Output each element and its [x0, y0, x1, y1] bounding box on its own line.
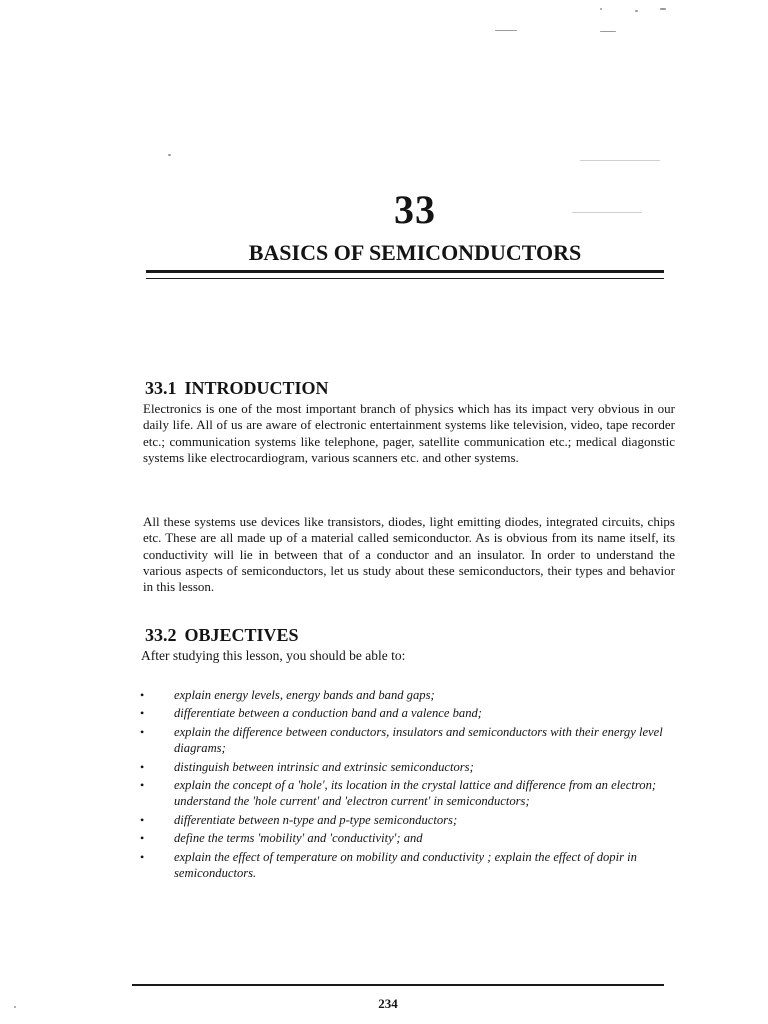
objective-text: explain the difference between conductors, insulators and semiconductors with their energy level diagrams;: [174, 724, 663, 756]
bullet-icon: •: [140, 688, 145, 702]
list-item: [140, 849, 680, 882]
objective-text: define the terms 'mobility' and 'conductivity'; and: [174, 831, 423, 846]
section-number: 33.1: [145, 378, 177, 398]
objectives-intro: After studying this lesson, you should be able to:: [141, 648, 406, 663]
bullet-icon: •: [140, 778, 145, 793]
list-item: [140, 759, 680, 775]
bullet-icon: •: [140, 831, 145, 846]
scan-speck: [660, 8, 666, 10]
section-heading-objectives: [145, 625, 299, 646]
objective-text: explain the effect of temperature on mobility and conductivity ; explain the effect of dopir in semiconductors.: [174, 849, 637, 881]
objective-text: distinguish between intrinsic and extrinsic semiconductors;: [174, 759, 474, 774]
scan-speck: [600, 31, 616, 32]
footer-rule: [132, 984, 664, 986]
list-item: [140, 724, 680, 757]
scan-speck: [580, 160, 660, 161]
page-number: 234: [378, 996, 398, 1011]
list-item: [140, 687, 680, 703]
list-item: [140, 812, 680, 828]
bullet-icon: •: [140, 812, 145, 827]
scan-speck: [600, 8, 602, 10]
objective-text: explain the concept of a 'hole', its location in the crystal lattice and difference from an electron; understand the 'hole current' and 'electron current' in semiconductors;: [174, 778, 657, 809]
title-rule-thin: [146, 278, 664, 279]
bullet-icon: •: [140, 724, 145, 739]
objective-text: explain energy levels, energy bands and band gaps;: [174, 688, 435, 702]
scan-speck: [635, 10, 638, 12]
intro-paragraph-2: All these systems use devices like transistors, diodes, light emitting diodes, integrated circuits, chips etc. These are all made up of a material called semiconductor. As is obvious from its name itself, its conductivity will lie in between that of a conductor and an insulator. In order to understand the various aspects of semiconductors, let us study about these semiconductors, their types and behavior in this lesson.: [143, 514, 675, 595]
scan-speck: [168, 154, 171, 156]
bullet-icon: •: [140, 849, 145, 864]
chapter-title: BASICS OF SEMICONDUCTORS: [248, 240, 582, 265]
objective-text: differentiate between a conduction band and a valence band;: [174, 706, 482, 721]
intro-paragraph-1: Electronics is one of the most important branch of physics which has its impact very obvious in our daily life. All of us are aware of electronic entertainment systems like television, video, tape recorder etc.; communication systems like telephone, pager, satellite communication etc.; medical diagonstic systems like electrocardiogram, various scanners etc. and other systems.: [143, 401, 675, 465]
scan-speck: [495, 30, 517, 31]
section-title: OBJECTIVES: [184, 625, 299, 645]
section-title: INTRODUCTION: [184, 378, 329, 398]
section-heading-introduction: [145, 378, 329, 399]
list-item: [140, 705, 680, 721]
chapter-number: 33: [394, 187, 436, 232]
objective-text: differentiate between n-type and p-type semiconductors;: [174, 812, 458, 827]
list-item: [140, 777, 680, 810]
list-item: [140, 830, 680, 846]
title-rule-thick: [146, 270, 664, 273]
bullet-icon: •: [140, 706, 145, 721]
bullet-icon: •: [140, 759, 145, 774]
objectives-list: [140, 687, 680, 883]
section-number: 33.2: [145, 625, 177, 645]
